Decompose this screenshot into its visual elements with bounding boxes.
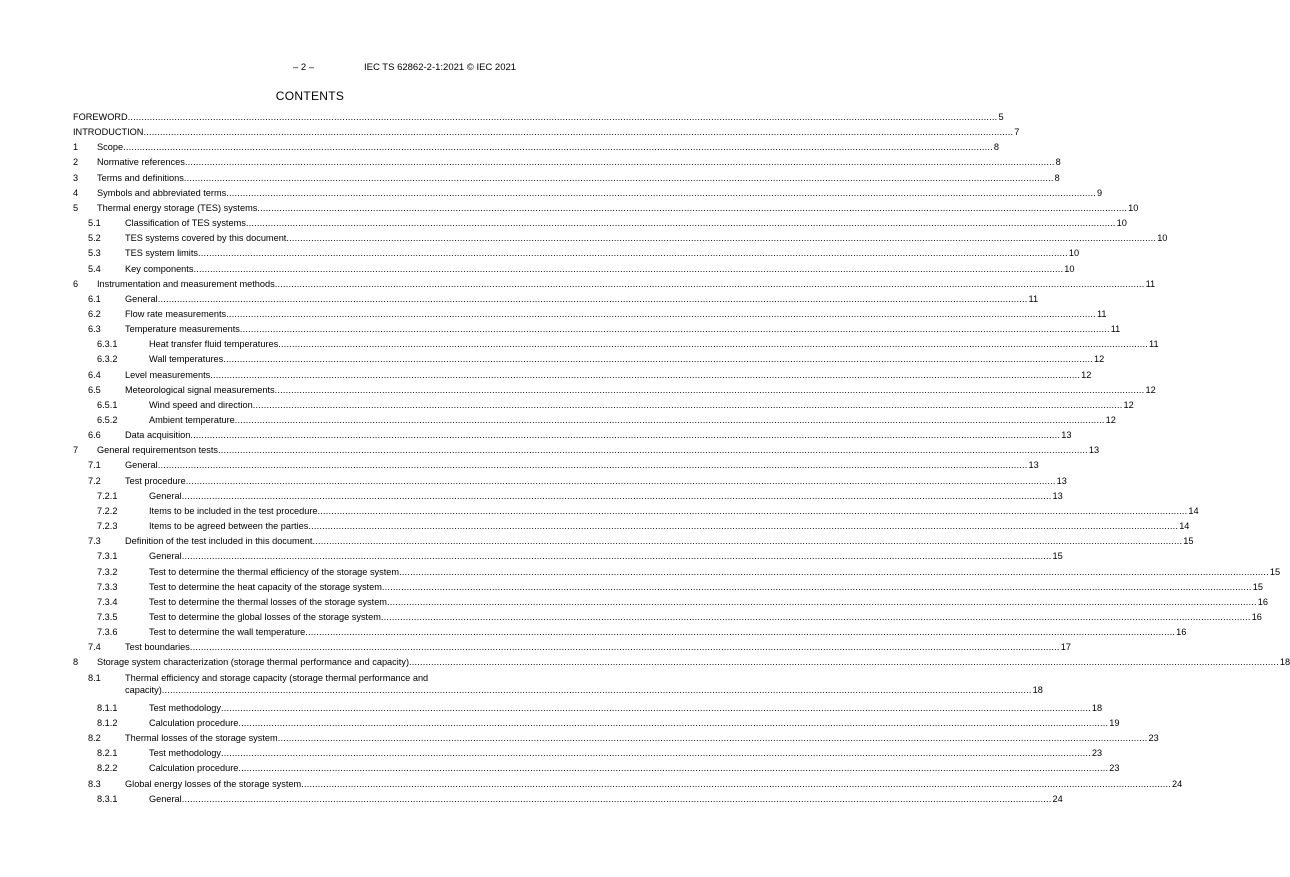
contents-title: CONTENTS: [275, 89, 345, 103]
dot-leader: ............................................................................................................................................................................................................................................................................................................................: [286, 233, 1157, 244]
toc-entry-title: Instrumentation and measurement methods: [97, 278, 275, 289]
toc-entry-page: 23: [1109, 763, 1120, 774]
toc-entry-page: 11: [1110, 324, 1121, 335]
dot-leader: ............................................................................................................................................................................................................................................................................................................................: [193, 263, 1064, 274]
toc-entry-page: 11: [1149, 339, 1159, 350]
toc-entry-title: Test to determine the thermal losses of the storage system: [149, 596, 387, 607]
toc-entry-number: 5.1: [88, 218, 101, 229]
dot-leader: ............................................................................................................................................................................................................................................................................................................................: [301, 778, 1172, 789]
toc-entry-number: 6.5: [88, 384, 101, 395]
toc-entry-title: Scope: [97, 142, 124, 153]
dot-leader: ............................................................................................................................................................................................................................................................................................................................: [399, 566, 1269, 577]
toc-entry-page: 9: [1097, 187, 1103, 198]
toc-entry-title: Test to determine the global losses of the storage system: [149, 611, 381, 622]
toc-entry-title: TES system limits: [125, 248, 198, 259]
dot-leader: ............................................................................................................................................................................................................................................................................................................................: [317, 505, 1188, 516]
toc-entry-page: 12: [1145, 384, 1156, 395]
dot-leader: ............................................................................................................................................................................................................................................................................................................................: [181, 551, 1052, 562]
toc-entry-title: Heat transfer fluid temperatures: [149, 339, 279, 350]
toc-entry-number: 2: [73, 157, 79, 168]
dot-leader: ............................................................................................................................................................................................................................................................................................................................: [221, 702, 1091, 713]
toc-entry-page: 11: [1145, 278, 1156, 289]
toc-entry-title: Thermal energy storage (TES) systems: [97, 202, 258, 213]
dot-leader: ............................................................................................................................................................................................................................................................................................................................: [183, 172, 1054, 183]
toc-entry-number: 7.4: [88, 642, 101, 653]
toc-entry-page: 11: [1096, 308, 1107, 319]
toc-entry-page: 5: [998, 112, 1004, 122]
dot-leader: ............................................................................................................................................................................................................................................................................................................................: [218, 445, 1088, 456]
toc-entry-title: Test procedure: [125, 475, 186, 486]
toc-entry-title: Symbols and abbreviated terms: [97, 187, 227, 198]
dot-leader: ............................................................................................................................................................................................................................................................................................................................: [123, 142, 993, 153]
toc-entry-page: 16: [1251, 611, 1262, 622]
dot-leader: ............................................................................................................................................................................................................................................................................................................................: [189, 642, 1060, 653]
toc-entry-number: 6.3.2: [97, 354, 118, 365]
dot-leader: ............................................................................................................................................................................................................................................................................................................................: [381, 581, 1252, 592]
dot-leader: ............................................................................................................................................................................................................................................................................................................................: [226, 187, 1097, 198]
dot-leader: ............................................................................................................................................................................................................................................................................................................................: [161, 684, 1032, 695]
toc-entry-page: 18: [1032, 684, 1043, 695]
toc-entry-number: 7.1: [88, 460, 101, 471]
toc-entry-page: 12: [1094, 354, 1105, 365]
dot-leader: ............................................................................................................................................................................................................................................................................................................................: [308, 521, 1179, 532]
toc-entry-title-continued: capacity): [125, 684, 162, 695]
toc-entry-number: 8.1.2: [97, 718, 118, 728]
toc-entry-title: Temperature measurements: [125, 324, 240, 335]
toc-entry-title: Test methodology: [149, 702, 222, 713]
toc-entry-page: 17: [1060, 642, 1071, 653]
dot-leader: ............................................................................................................................................................................................................................................................................................................................: [223, 354, 1094, 365]
toc-entry-number: 7.3.3: [97, 581, 118, 592]
toc-entry-number: 7.2.1: [97, 490, 118, 501]
toc-entry-number: 5.2: [88, 233, 101, 244]
toc-entry-page: 10: [1128, 202, 1139, 213]
toc-entry-number: 6.3: [88, 324, 101, 335]
dot-leader: ............................................................................................................................................................................................................................................................................................................................: [239, 324, 1110, 335]
toc-entry-number: 6: [73, 278, 79, 289]
toc-entry-page: 10: [1157, 233, 1168, 244]
toc-entry-page: 19: [1109, 718, 1120, 728]
toc-entry-number: 7.2.3: [97, 521, 118, 532]
toc-entry-title: Storage system characterization (storage thermal performance and capacity): [97, 657, 410, 668]
dot-leader: ............................................................................................................................................................................................................................................................................................................................: [252, 399, 1123, 410]
dot-leader: ............................................................................................................................................................................................................................................................................................................................: [238, 763, 1109, 774]
page-header: [0, 62, 620, 76]
toc-entry-title: Definition of the test included in this document: [125, 536, 313, 547]
toc-entry-number: 7.3.2: [97, 566, 118, 577]
dot-leader: ............................................................................................................................................................................................................................................................................................................................: [380, 611, 1251, 622]
toc-entry-title: FOREWORD: [73, 112, 128, 122]
toc-entry-number: 8.2: [88, 733, 101, 744]
toc-entry-number: 6.4: [88, 369, 101, 380]
dot-leader: ............................................................................................................................................................................................................................................................................................................................: [274, 384, 1145, 395]
toc-entry-page: 15: [1183, 536, 1194, 547]
dot-leader: ............................................................................................................................................................................................................................................................................................................................: [234, 415, 1105, 425]
toc-entry-number: 3: [73, 172, 79, 183]
toc-entry-page: 16: [1176, 627, 1187, 638]
toc-entry-page: 10: [1116, 218, 1127, 229]
toc-entry-number: 8.2.2: [97, 763, 118, 774]
toc-entry-page: 14: [1188, 505, 1199, 516]
toc-entry-number: 6.1: [88, 293, 101, 304]
toc-entry-number: 6.3.1: [97, 339, 118, 350]
dot-leader: ............................................................................................................................................................................................................................................................................................................................: [257, 202, 1128, 213]
dot-leader: ............................................................................................................................................................................................................................................................................................................................: [190, 430, 1061, 441]
toc-entry-title: Global energy losses of the storage system: [125, 778, 302, 789]
toc-entry-page: 12: [1105, 415, 1116, 425]
toc-entry-page: 8: [993, 142, 1000, 153]
toc-entry-number: 5.4: [88, 263, 101, 274]
toc-entry-page: 11: [1028, 293, 1039, 304]
dot-leader: ............................................................................................................................................................................................................................................................................................................................: [198, 248, 1068, 259]
toc-entry-title: General: [125, 460, 158, 471]
toc-entry-title: Normative references: [97, 157, 185, 168]
toc-entry-title: Test to determine the thermal efficiency of the storage system: [149, 566, 400, 577]
toc-entry-title: Thermal efficiency and storage capacity (storage thermal performance and: [125, 672, 429, 683]
toc-entry-title: General: [125, 293, 158, 304]
toc-entry-page: 10: [1068, 248, 1080, 259]
dot-leader: ............................................................................................................................................................................................................................................................................................................................: [278, 339, 1149, 350]
toc-entry-title: Calculation procedure: [149, 718, 239, 728]
dot-leader: ............................................................................................................................................................................................................................................................................................................................: [184, 157, 1055, 168]
toc-entry-page: 13: [1088, 445, 1100, 456]
toc-entry-title: Items to be included in the test procedure: [149, 505, 318, 516]
toc-entry-number: 6.5.2: [97, 415, 118, 425]
toc-entry-title: Meteorological signal measurements: [125, 384, 275, 395]
toc-entry-title: Key components: [125, 263, 194, 274]
toc-entry-page: 24: [1052, 793, 1063, 804]
toc-entry-page: 13: [1056, 475, 1067, 486]
dot-leader: ............................................................................................................................................................................................................................................................................................................................: [185, 475, 1056, 486]
page-number: – 2 –: [293, 62, 315, 73]
dot-leader: ............................................................................................................................................................................................................................................................................................................................: [221, 748, 1091, 759]
toc-entry-title: Test to determine the wall temperature: [149, 627, 306, 638]
dot-leader: ............................................................................................................................................................................................................................................................................................................................: [127, 112, 998, 122]
toc-entry-number: 6.2: [88, 308, 101, 319]
toc-entry-title: Test to determine the heat capacity of the storage system: [149, 581, 382, 592]
toc-entry-title: Thermal losses of the storage system: [125, 733, 278, 744]
toc-entry-title: Test boundaries: [125, 642, 190, 653]
toc-entry-title: Terms and definitions: [97, 172, 184, 183]
toc-entry-number: 7.3.1: [97, 551, 118, 562]
toc-entry-page: 23: [1091, 748, 1103, 759]
toc-entry-page: 13: [1028, 460, 1039, 471]
dot-leader: ............................................................................................................................................................................................................................................................................................................................: [409, 657, 1279, 668]
toc-entry-number: 7.3.6: [97, 627, 118, 638]
toc-entry-title: Items to be agreed between the parties: [149, 521, 309, 532]
toc-entry-page: 14: [1179, 521, 1190, 532]
toc-entry-page: 15: [1052, 551, 1063, 562]
toc-entry-page: 10: [1064, 263, 1075, 274]
toc-entry-title: Classification of TES systems: [125, 218, 246, 229]
toc-entry-number: 4: [73, 187, 79, 198]
dot-leader: ............................................................................................................................................................................................................................................................................................................................: [157, 293, 1028, 304]
toc-entry-page: 13: [1052, 490, 1063, 501]
toc-entry-title: Calculation procedure: [149, 763, 239, 774]
toc-entry-title: Wind speed and direction: [149, 399, 253, 410]
dot-leader: ............................................................................................................................................................................................................................................................................................................................: [277, 733, 1148, 744]
toc-entry-page: 16: [1257, 596, 1269, 607]
toc-entry-number: 5: [73, 202, 79, 213]
toc-entry-page: 7: [1014, 127, 1020, 138]
toc-entry-page: 12: [1123, 399, 1134, 410]
toc-entry-page: 8: [1054, 172, 1060, 183]
toc-entry-page: 24: [1172, 778, 1183, 789]
toc-entry-page: 15: [1269, 566, 1281, 577]
toc-entry-title: Test methodology: [149, 748, 222, 759]
toc-entry-title: General: [149, 551, 182, 562]
toc-entry-title: Data acquisition: [125, 430, 191, 441]
dot-leader: ............................................................................................................................................................................................................................................................................................................................: [181, 793, 1052, 804]
toc-entry-title: Level measurements: [125, 369, 211, 380]
toc-entry-number: 6.6: [88, 430, 101, 441]
toc-entry-number: 7.3.4: [97, 596, 118, 607]
dot-leader: ............................................................................................................................................................................................................................................................................................................................: [181, 490, 1052, 501]
toc-entry-number: 5.3: [88, 248, 101, 259]
toc-entry-number: 8.2.1: [97, 748, 118, 759]
dot-leader: ............................................................................................................................................................................................................................................................................................................................: [312, 536, 1183, 547]
toc-entry-page: 15: [1252, 581, 1263, 592]
toc-entry-title: TES systems covered by this document: [125, 233, 287, 244]
toc-entry-number: 6.5.1: [97, 399, 118, 410]
dot-leader: ............................................................................................................................................................................................................................................................................................................................: [386, 596, 1257, 607]
toc-entry-page: 18: [1091, 702, 1103, 713]
toc-entry-page: 23: [1148, 733, 1159, 744]
toc-entry-number: 8.1.1: [97, 702, 118, 713]
toc-entry-title: Wall temperatures: [149, 354, 224, 365]
toc-entry-number: 7.3.5: [97, 611, 118, 622]
toc-entry-number: 8.3.1: [97, 793, 118, 804]
dot-leader: ............................................................................................................................................................................................................................................................................................................................: [157, 460, 1028, 471]
toc-entry-title: General: [149, 490, 182, 501]
toc-entry-title: Ambient temperature: [149, 415, 235, 425]
dot-leader: ............................................................................................................................................................................................................................................................................................................................: [305, 627, 1176, 638]
toc-entry-title: INTRODUCTION: [73, 127, 144, 138]
toc-entry-number: 7.2.2: [97, 505, 118, 516]
toc-entry-number: 8.1: [88, 672, 101, 683]
dot-leader: ............................................................................................................................................................................................................................................................................................................................: [245, 218, 1116, 229]
toc-entry-number: 7.3: [88, 536, 101, 547]
toc-entry-title: General requirementson tests: [97, 445, 219, 456]
dot-leader: ............................................................................................................................................................................................................................................................................................................................: [238, 718, 1109, 728]
toc-entry-page: 8: [1055, 157, 1061, 168]
toc-entry-number: 1: [73, 142, 79, 153]
toc-entry-number: 8.3: [88, 778, 101, 789]
dot-leader: ............................................................................................................................................................................................................................................................................................................................: [274, 278, 1145, 289]
toc-entry-page: 18: [1279, 657, 1290, 668]
toc-entry-number: 7.2: [88, 475, 101, 486]
toc-entry-title: General: [149, 793, 182, 804]
toc-entry-number: 7: [73, 445, 79, 456]
toc-entry-number: 8: [73, 657, 79, 668]
toc-entry-page: 12: [1081, 369, 1092, 380]
dot-leader: ............................................................................................................................................................................................................................................................................................................................: [226, 308, 1096, 319]
dot-leader: ............................................................................................................................................................................................................................................................................................................................: [210, 369, 1081, 380]
document-reference: IEC TS 62862-2-1:2021 © IEC 2021: [364, 62, 517, 73]
dot-leader: ............................................................................................................................................................................................................................................................................................................................: [143, 127, 1014, 138]
toc-entry-title: Flow rate measurements: [125, 308, 227, 319]
toc-entry-page: 13: [1061, 430, 1072, 441]
